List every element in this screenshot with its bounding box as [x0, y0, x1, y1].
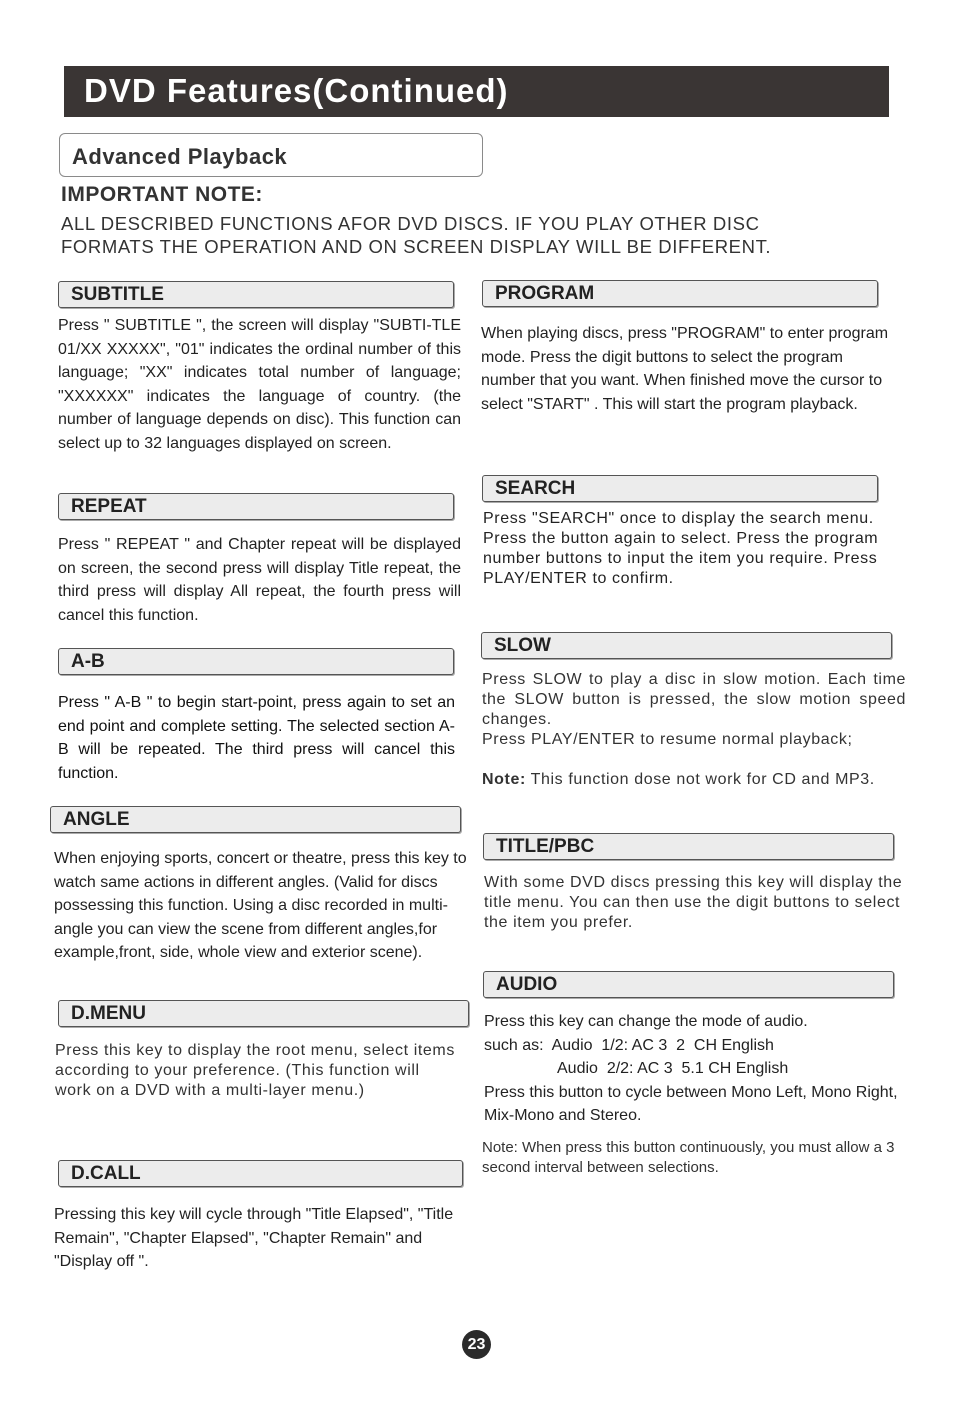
- ab-heading-box: [58, 648, 454, 675]
- search-heading-box: [482, 475, 878, 502]
- titlepbc-text: With some DVD discs pressing this key will display the title menu. You can then use the digit buttons to select the item you prefer.: [484, 874, 903, 931]
- subtitle-heading: SUBTITLE: [71, 284, 164, 305]
- ab-text: Press " A-B " to begin start-point, press again to set an end point and complete setting. The selected section A-B will be repeated. The third press will cancel this function.: [58, 694, 455, 782]
- audio-note: Note: When press this button continuously, you must allow a 3 second interval between selections.: [482, 1139, 895, 1176]
- slow-text-block: [482, 670, 906, 790]
- slow-note-text: This function dose not work for CD and MP3.: [525, 771, 875, 788]
- important-note-text: [61, 212, 861, 258]
- slow-heading: SLOW: [494, 635, 551, 656]
- slow-note-label: Note:: [482, 771, 526, 788]
- dcall-heading-box: [58, 1160, 463, 1187]
- important-note-title: IMPORTANT NOTE:: [61, 183, 263, 206]
- page-title-bar: [64, 66, 889, 117]
- section-header: [59, 133, 483, 177]
- angle-heading-box: [50, 806, 461, 833]
- audio-line-3: Audio 2/2: AC 3 5.1 CH English: [557, 1060, 789, 1077]
- ab-heading: A-B: [71, 651, 105, 672]
- subtitle-heading-box: [58, 281, 454, 308]
- subtitle-text: Press " SUBTITLE ", the screen will display "SUBTI-TLE 01/XX XXXXX", "01" indicates the ordinal number of this language; "XX" indicates total number of language; "XXXXXX" indicates the language of country. (the number of language depends on disc). This function can select up to 32 languages displayed on screen.: [58, 317, 461, 452]
- dmenu-heading-box: [58, 1000, 469, 1027]
- audio-text-block: [484, 1010, 904, 1128]
- program-heading: PROGRAM: [495, 283, 595, 304]
- titlepbc-heading: TITLE/PBC: [496, 836, 595, 857]
- page-number-badge: [462, 1330, 491, 1359]
- angle-heading: ANGLE: [63, 809, 130, 830]
- slow-note: [482, 770, 906, 790]
- dcall-text: Pressing this key will cycle through "Title Elapsed", "Title Remain", "Chapter Elapsed", "Chapter Remain" and "Display off ".: [54, 1206, 454, 1270]
- repeat-heading-box: [58, 493, 454, 520]
- repeat-heading: REPEAT: [71, 496, 147, 517]
- important-note-line-1: ALL DESCRIBED FUNCTIONS AFOR DVD DISCS. IF YOU PLAY OTHER DISC: [61, 213, 760, 234]
- audio-line-1: Press this key can change the mode of audio.: [484, 1013, 808, 1030]
- important-note-line-2: FORMATS THE OPERATION AND ON SCREEN DISPLAY WILL BE DIFFERENT.: [61, 236, 772, 257]
- audio-heading: AUDIO: [496, 974, 558, 995]
- slow-text-2: Press PLAY/ENTER to resume normal playback;: [482, 731, 853, 748]
- slow-heading-box: [481, 632, 892, 659]
- audio-line-4: Press this button to cycle between Mono Left, Mono Right, Mix-Mono and Stereo.: [484, 1083, 898, 1124]
- repeat-text: Press " REPEAT " and Chapter repeat will be displayed on screen, the second press will display Title repeat, the third press will display All repeat, the fourth press will cancel this function.: [58, 536, 461, 624]
- dcall-heading: D.CALL: [71, 1163, 141, 1184]
- slow-text: Press SLOW to play a disc in slow motion. Each time the SLOW button is pressed, the slow motion speed changes.: [482, 671, 906, 728]
- section-title: Advanced Playback: [72, 144, 288, 169]
- search-text: Press "SEARCH" once to display the search menu. Press the button again to select. Press the program number buttons to input the item you require. Press PLAY/ENTER to confirm.: [483, 510, 879, 587]
- titlepbc-heading-box: [483, 833, 894, 860]
- audio-heading-box: [483, 971, 894, 998]
- program-text: When playing discs, press "PROGRAM" to enter program mode. Press the digit buttons to select the program number that you want. When finished move the cursor to select "START" . This will start the program playback.: [481, 325, 889, 413]
- search-heading: SEARCH: [495, 478, 576, 499]
- page-number: 23: [467, 1336, 486, 1353]
- page-title: DVD Features(Continued): [84, 72, 509, 109]
- angle-text: When enjoying sports, concert or theatre, press this key to watch same actions in different angles. (Valid for discs possessing this function. Using a disc recorded in multi-angle you can view the scene from different angles,for example,front, side, whole view and exterior scene).: [54, 850, 467, 961]
- dmenu-heading: D.MENU: [71, 1003, 146, 1024]
- program-heading-box: [482, 280, 878, 307]
- audio-line-2: such as: Audio 1/2: AC 3 2 CH English: [484, 1036, 774, 1054]
- dmenu-text: Press this key to display the root menu, select items according to your preference. (This function will work on a DVD with a multi-layer menu.): [55, 1042, 455, 1099]
